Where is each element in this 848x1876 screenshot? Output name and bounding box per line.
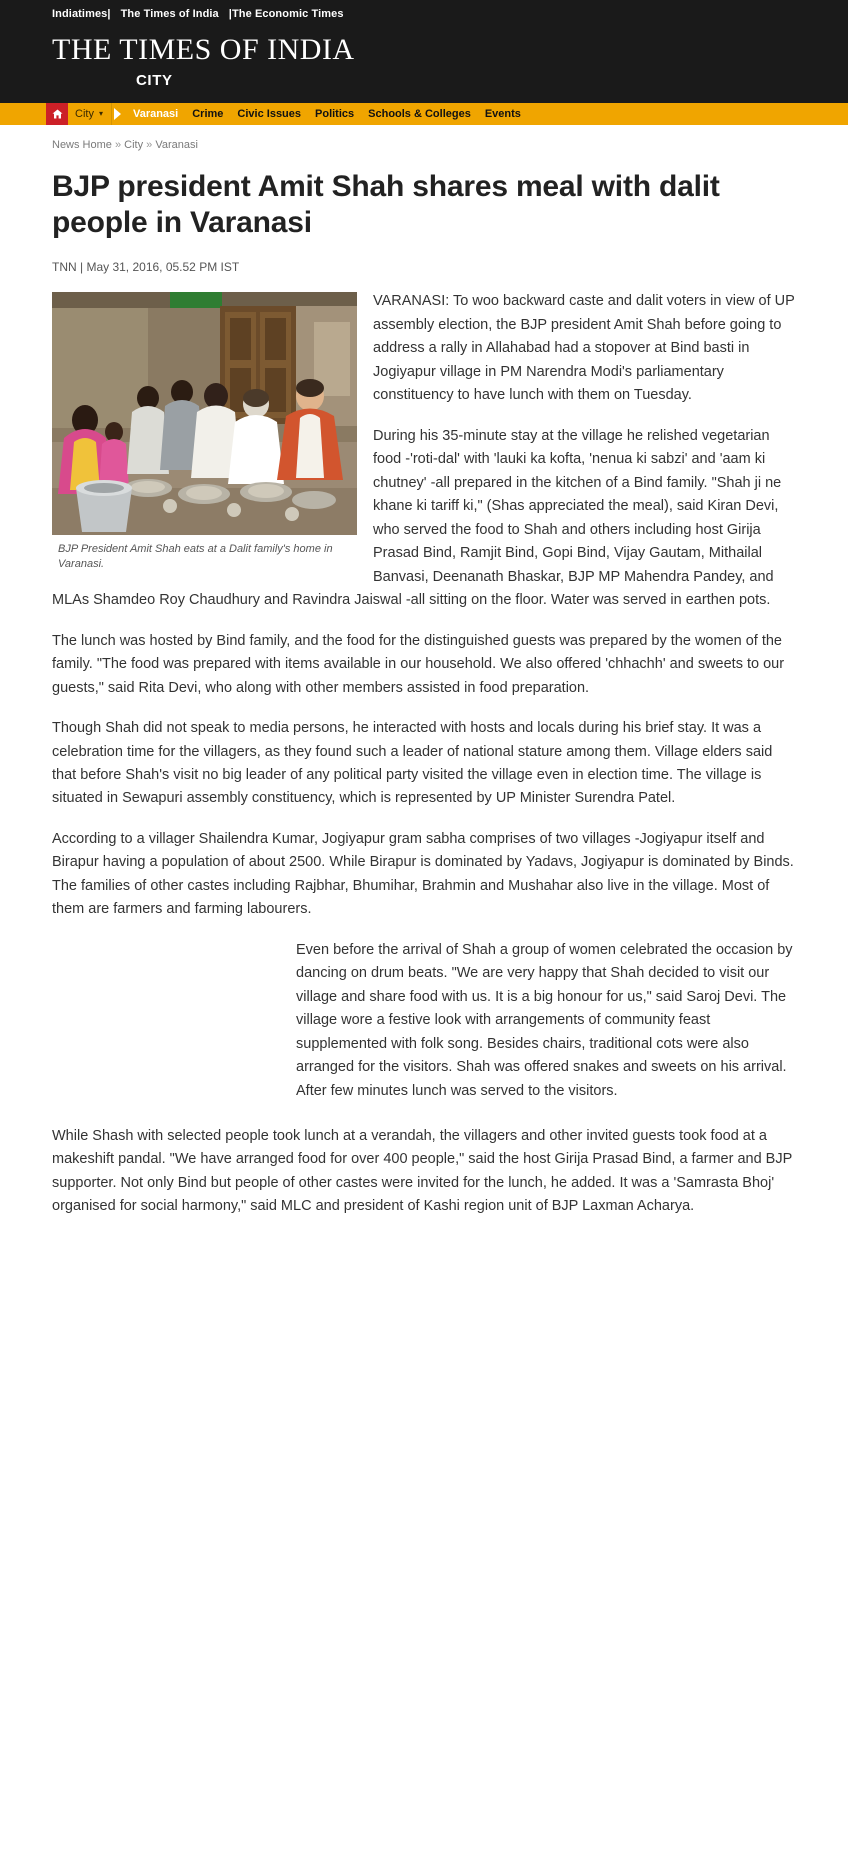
photo-caption: BJP President Amit Shah eats at a Dalit family's home in Varanasi. — [58, 543, 333, 570]
nav-item-label: Civic Issues — [237, 107, 302, 120]
nav-city-dropdown[interactable] — [68, 103, 112, 125]
link-toi[interactable]: The Times of India — [120, 8, 219, 20]
article-paragraph: During his 35-minute stay at the village he relished vegetarian food -'roti-dal' with 'lauki ka kofta, 'nenua ki sabzi' and 'aam ki chutney' -all prepared in the kitchen of a Bind family. "Shah ji ne khane ki tariff ki," (Shas appreciated the meal), said Kiran Devi, who served the food to Shah and others including host Girija Prasad Bind, Ramjit Bind, Gopi Bind, Vijay Gautam, Mithailal Banvasi, Deenanath Bhaskar, BJP MP Mahendra Pandey, and MLAs Shamdeo Roy Chaudhury and Ravindra Jaiswal -all sitting on the floor. Water was served in earthen pots. — [52, 427, 782, 609]
article-paragraph: The lunch was hosted by Bind family, and the food for the distinguished guests was prepared by the women of the family. "The food was prepared with items available in our household. We also offered 'chhachh' and sweets to our guests," said Rita Devi, who along with other members assisted in food preparation. — [52, 632, 785, 696]
breadcrumb-varanasi[interactable]: Varanasi — [155, 138, 198, 151]
article-body — [52, 290, 796, 1219]
breadcrumb — [52, 125, 796, 161]
article-byline: TNN | May 31, 2016, 05.52 PM IST — [52, 260, 240, 275]
link-indiatimes[interactable]: Indiatimes| — [52, 8, 111, 20]
nav-item-politics[interactable] — [308, 103, 361, 125]
article-paragraph: While Shash with selected people took lunch at a verandah, the villagers and other invited guests took food at a makeshift pandal. "We have arranged food for over 400 people," said the host Girija Prasad Bind, a farmer and BJP supporter. Not only Bind but people of other castes were invited for the lunch, he added. It was a 'Samrasta Bhoj' organised for social harmony," said MLC and president of Kashi region unit of BJP Laxman Acharya. — [52, 1127, 793, 1215]
article-paragraph: Though Shah did not speak to media persons, he interacted with hosts and locals during his brief stay. It was a celebration time for the villagers, as they found such a leader of national stature among them. Village elders said that before Shah's visit no big leader of any political party visited the village even in election time. The village is situated in Sewapuri assembly constituency, which is represented by UP Minister Surendra Patel. — [52, 720, 773, 807]
section-label: CITY — [136, 71, 173, 89]
top-bar — [0, 0, 848, 103]
nav-item-label: Politics — [315, 107, 355, 120]
site-logo[interactable]: THE TIMES OF INDIA — [52, 33, 355, 66]
nav-item-civic-issues[interactable] — [230, 103, 308, 125]
link-economic-times[interactable]: |The Economic Times — [228, 8, 344, 20]
top-network-links — [0, 6, 848, 26]
breadcrumb-news-home[interactable]: News Home — [52, 138, 112, 151]
page-title: BJP president Amit Shah shares meal with dalit people in Varanasi — [52, 169, 720, 240]
article-paragraph: Even before the arrival of Shah a group of women celebrated the occasion by dancing on drum beats. "We are very happy that Shah decided to visit our village and share food with us. It is a big honour for us," said Saroj Devi. The village wore a festive look with arrangements of community feast supplemented with folk song. Besides chairs, traditional cots were also arranged for the visitors. Shah was offered snakes and sweets on his arrival. After few minutes lunch was served to the visitors. — [296, 941, 793, 1099]
ad-placeholder — [52, 939, 280, 1125]
article-photo — [52, 292, 357, 535]
main-nav — [0, 103, 848, 125]
nav-item-label: Schools & Colleges — [368, 107, 471, 120]
masthead — [0, 26, 848, 103]
page-content — [0, 125, 848, 1219]
nav-item-label: Crime — [192, 107, 224, 120]
article-figure — [52, 292, 357, 571]
nav-item-crime[interactable] — [185, 103, 230, 125]
nav-item-varanasi[interactable] — [126, 103, 185, 125]
nav-item-schools-colleges[interactable] — [361, 103, 478, 125]
nav-item-label: Varanasi — [132, 107, 179, 120]
nav-city-label: City — [75, 107, 94, 120]
breadcrumb-separator: » — [146, 138, 153, 151]
article-paragraph: According to a villager Shailendra Kumar, Jogiyapur gram sabha comprises of two villages -Jogiyapur itself and Birapur having a population of about 2500. While Birapur is dominated by Yadavs, Jogiyapur is dominated by Binds. The families of other castes including Rajbhar, Bhumihar, Brahmin and Mushahar also live in the village. Most of them are farmers and farming labourers. — [52, 830, 794, 918]
nav-item-label: Events — [484, 107, 521, 120]
breadcrumb-city[interactable]: City — [124, 138, 144, 151]
home-icon[interactable] — [46, 103, 68, 125]
nav-arrow-icon — [112, 103, 126, 125]
breadcrumb-separator: » — [114, 138, 122, 151]
nav-item-events[interactable] — [478, 103, 528, 125]
article-paragraph: VARANASI: To woo backward caste and dalit voters in view of UP assembly election, the BJP president Amit Shah before going to address a rally in Allahabad had a stopover at Bind basti in Jogiyapur village in PM Narendra Modi's parliamentary constituency to have lunch with them on Tuesday. — [373, 293, 795, 404]
chevron-down-icon: ▾ — [98, 108, 103, 118]
